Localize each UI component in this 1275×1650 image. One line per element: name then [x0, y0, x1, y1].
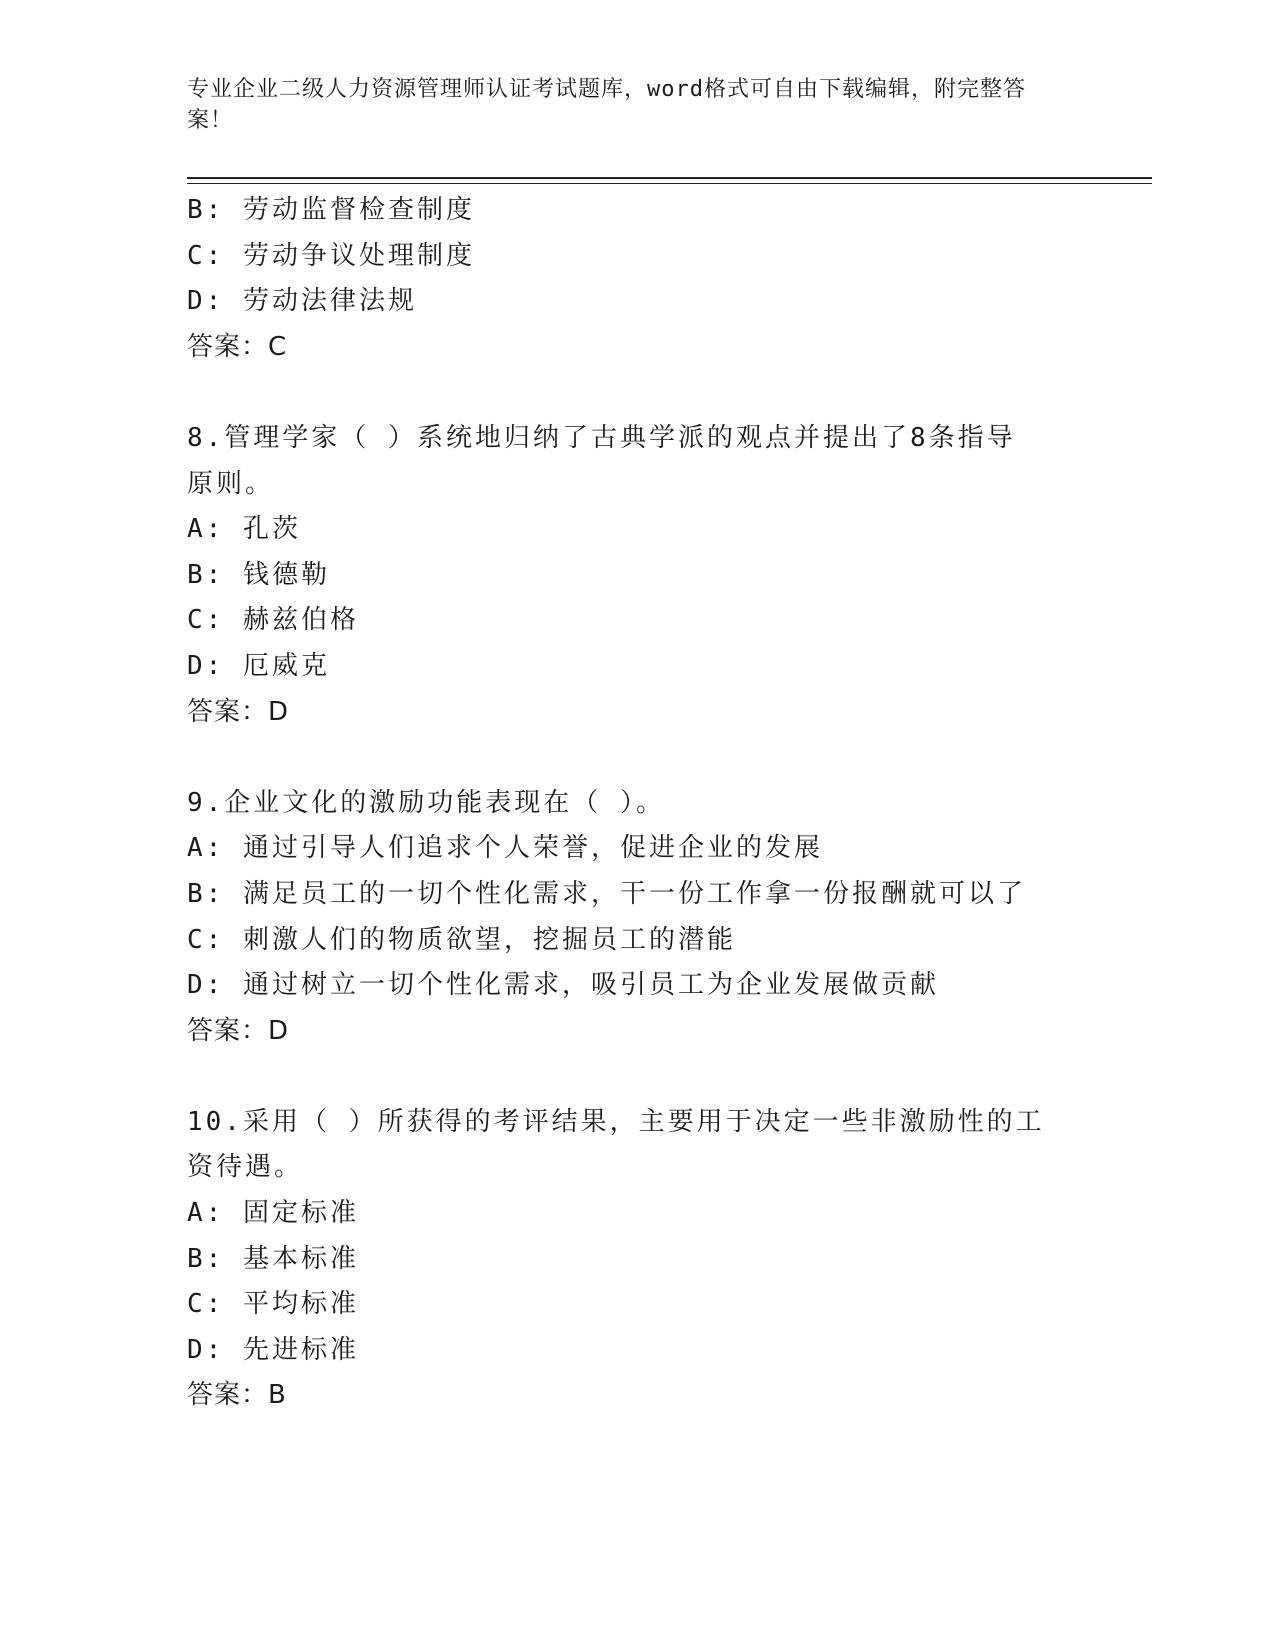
option-b: B: 劳动监督检查制度: [187, 195, 475, 225]
carryover-question: [187, 188, 1107, 370]
option-a: A: 孔茨: [187, 514, 301, 545]
option-c: C: 赫兹伯格: [187, 605, 359, 636]
option-d: D: 先进标准: [187, 1334, 359, 1365]
question-10: [187, 1100, 1107, 1419]
option-d: D: 通过树立一切个性化需求，吸引员工为企业发展做贡献: [187, 970, 939, 1001]
question-stem-continued: 原则。: [187, 468, 275, 499]
answer-line: 答案：D: [187, 696, 290, 727]
question-stem: 8.管理学家（ ）系统地归纳了古典学派的观点并提出了8条指导: [187, 422, 1016, 453]
question-stem-continued: 资待遇。: [187, 1152, 304, 1183]
question-stem: 10.采用（ ）所获得的考评结果，主要用于决定一些非激励性的工: [187, 1106, 1045, 1137]
spacer: [187, 370, 1107, 416]
question-9: [187, 781, 1107, 1055]
question-8: [187, 416, 1107, 735]
page-header: 专业企业二级人力资源管理师认证考试题库，word格式可自由下载编辑，附完整答案！: [187, 77, 1026, 133]
spacer: [187, 735, 1107, 781]
option-c: C: 刺激人们的物质欲望，挖掘员工的潜能: [187, 924, 736, 955]
option-d: D: 厄威克: [187, 650, 330, 681]
answer-line: 答案：D: [187, 1015, 290, 1046]
option-a: A: 通过引导人们追求个人荣誉，促进企业的发展: [187, 833, 823, 864]
option-b: B: 基本标准: [187, 1243, 359, 1274]
option-a: A: 固定标准: [187, 1198, 359, 1229]
option-c: C: 平均标准: [187, 1289, 359, 1320]
option-b: B: 钱德勒: [187, 559, 330, 590]
answer-line: 答案：C: [187, 331, 288, 362]
header-divider-thin: [187, 183, 1152, 184]
option-b: B: 满足员工的一切个性化需求，干一份工作拿一份报酬就可以了: [187, 878, 1026, 909]
option-d: D: 劳动法律法规: [187, 286, 417, 317]
header-divider-thick: [187, 177, 1152, 179]
option-c: C: 劳动争议处理制度: [187, 240, 475, 271]
spacer: [187, 1054, 1107, 1100]
question-stem: 9.企业文化的激励功能表现在（ ）。: [187, 787, 665, 818]
answer-line: 答案：B: [187, 1380, 287, 1411]
question-body: [187, 188, 1107, 1419]
